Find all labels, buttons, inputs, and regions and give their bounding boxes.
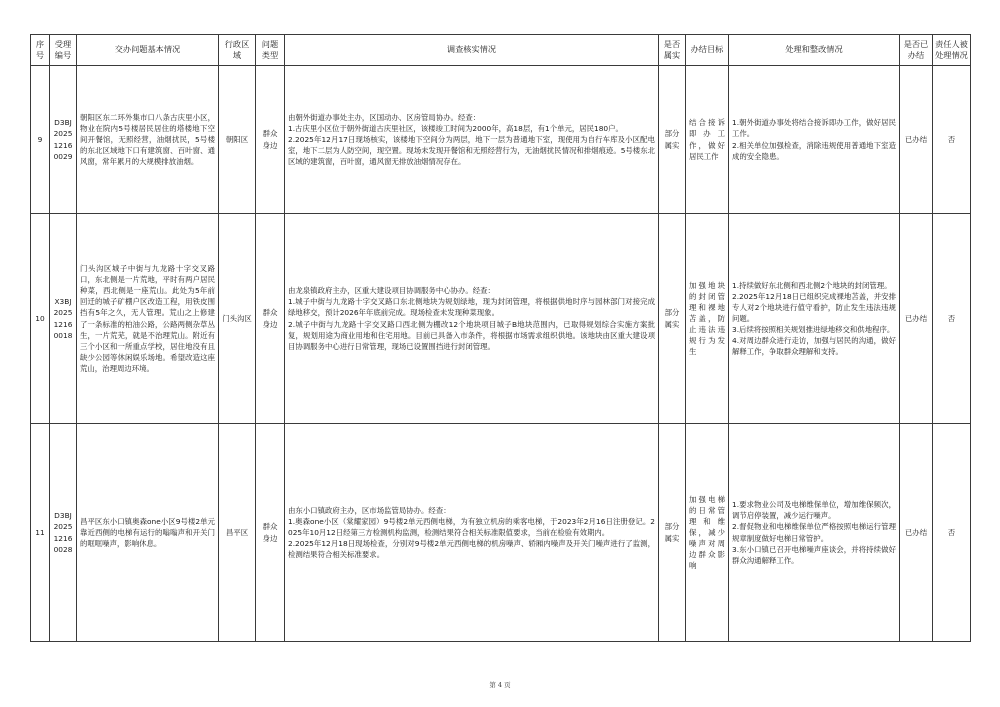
cell-seq: 10 [31, 214, 50, 424]
handling-paragraph: 3.东小口镇已召开电梯噪声座谈会，并将持续做好群众沟通解释工作。 [732, 544, 896, 565]
cell-investigation [285, 66, 659, 214]
cell-handling [729, 66, 900, 214]
cell-district: 朝阳区 [219, 66, 256, 214]
investigation-paragraph: 由东小口镇政府主办，区市场监管局协办。经查： [288, 505, 451, 515]
handling-paragraph: 2.相关单位加强检查，消除违规使用普通地下室造成的安全隐患。 [732, 140, 896, 161]
investigation-paragraph: 2.2025年12月17日现场核实，该楼地下空间分为两层，地下一层为普通地下室，现使用为自行车库及小区配电室，地下二层为人防空间，现空置。现场未发现开餐馆和无照经营行为，无油烟扰民情况和排烟痕迹。5号楼东北区域的建筑窗，百叶窗，通风窗无排放油烟情况存在。 [288, 134, 655, 167]
header-verified: 是否属实 [659, 35, 686, 66]
investigation-paragraph: 由朝外街道办事处主办，区国动办、区房管局协办。经查： [288, 112, 481, 122]
cell-type: 群众身边 [256, 424, 285, 642]
header-investigation: 调查核实情况 [285, 35, 659, 66]
header-type: 问题类型 [256, 35, 285, 66]
cell-code: D3BJ202512160029 [50, 66, 77, 214]
cell-verified: 部分属实 [659, 66, 686, 214]
handling-paragraph: 4.对周边群众进行走访，加强与居民的沟通，做好解释工作，争取群众理解和支持。 [732, 336, 896, 357]
cell-district: 门头沟区 [219, 214, 256, 424]
cell-type: 群众身边 [256, 66, 285, 214]
header-closed: 是否已办结 [900, 35, 933, 66]
cell-investigation [285, 214, 659, 424]
cell-issue: 朝阳区东二环外集市口八条古庆里小区，物业在院内5号楼居民居住的塔楼地下空间开餐馆，无照经营，油烟扰民，5号楼的东北区域地下口有建筑窗、百叶窗、通风窗，常年累月的大规模排放油烟。 [77, 66, 219, 214]
cell-closed: 已办结 [900, 214, 933, 424]
table-row [31, 424, 971, 642]
investigation-paragraph: 由龙泉镇政府主办，区重大建设项目协调服务中心协办。经查： [288, 286, 495, 296]
header-district: 行政区域 [219, 35, 256, 66]
cell-accountable: 否 [933, 424, 971, 642]
cell-closed: 已办结 [900, 424, 933, 642]
cell-investigation [285, 424, 659, 642]
cell-goal: 结合接诉即办工作，做好居民工作 [686, 66, 729, 214]
cell-closed: 已办结 [900, 66, 933, 214]
complaint-table [30, 34, 971, 642]
investigation-paragraph: 1.城子中街与九龙路十字交叉路口东北侧地块为规划绿地，现为封闭管理，将根据供地时序与园林部门对接完成绿地移交，预计2026年年底前完成。现场检查未发现种菜现象。 [288, 297, 655, 318]
cell-verified: 部分属实 [659, 424, 686, 642]
investigation-paragraph: 1.古庆里小区位于朝外街道古庆里社区，该楼竣工时间为2000年，高18层，有1个单元，居民180户。 [288, 123, 623, 133]
investigation-paragraph: 2.城子中街与九龙路十字交叉路口西北侧为棚改12个地块项目城子B地块范围内，已取得规划综合实施方案批复，规划用途为商业用地和住宅用地。目前已具备入市条件，将根据市场需求组织供地。该地块由区重大建设项目协调服务中心进行日常管理，现场已设置围挡进行封闭管理。 [288, 319, 655, 351]
header-code: 受理编号 [50, 35, 77, 66]
table-row [31, 214, 971, 424]
handling-paragraph: 1.持续做好东北侧和西北侧2个地块的封闭管理。 [732, 280, 892, 290]
header-issue: 交办问题基本情况 [77, 35, 219, 66]
cell-handling [729, 424, 900, 642]
handling-paragraph: 3.后续将按照相关规划推进绿地移交和供地程序。 [732, 325, 895, 335]
page-number: 第 4 页 [489, 681, 511, 689]
handling-paragraph: 2.督促物业和电梯维保单位严格按照电梯运行管理规章制度做好电梯日常管护。 [732, 522, 896, 543]
cell-district: 昌平区 [219, 424, 256, 642]
investigation-paragraph: 1.奥森one小区（棠耀家园）9号楼2单元西侧电梯，为有独立机房的乘客电梯，于2023年2月16日注册登记。2025年10月12日经第三方检测机构监测，检测结果符合相关标准限值要求，当前在检验有效期内。 [288, 516, 655, 537]
cell-seq: 11 [31, 424, 50, 642]
cell-handling [729, 214, 900, 424]
cell-type: 群众身边 [256, 214, 285, 424]
cell-seq: 9 [31, 66, 50, 214]
handling-paragraph: 1.朝外街道办事处将结合接诉即办工作，做好居民工作。 [732, 118, 896, 139]
header-handling: 处理和整改情况 [729, 35, 900, 66]
header-seq: 序号 [31, 35, 50, 66]
cell-accountable: 否 [933, 214, 971, 424]
cell-code: D3BJ202512160028 [50, 424, 77, 642]
table-row [31, 66, 971, 214]
cell-code: X3BJ202512160018 [50, 214, 77, 424]
cell-verified: 部分属实 [659, 214, 686, 424]
cell-goal: 加强地块的封闭管理和裸地苫盖，防止违法违规行为发生 [686, 214, 729, 424]
cell-issue: 门头沟区城子中街与九龙路十字交叉路口，东北侧是一片荒地，平时有两户居民种菜，西北侧是一座荒山。此处为5年前回迁的城子矿棚户区改造工程，用铁皮围挡有5年之久，无人管理。荒山之上修建了一条标准的柏油公路，公路两侧杂草丛生，一片荒芜，就是不治理荒山。附近有三个小区和一所重点学校，居住地没有且缺少公园等休闲娱乐场地。希望改造这座荒山，治理周边环境。 [77, 214, 219, 424]
cell-accountable: 否 [933, 66, 971, 214]
header-accountable: 责任人被处理情况 [933, 35, 971, 66]
handling-paragraph: 1.要求物业公司及电梯维保单位，增加维保频次，调节启停装置，减少运行噪声。 [732, 500, 896, 521]
header-goal: 办结目标 [686, 35, 729, 66]
handling-paragraph: 2.2025年12月18日已组织完成裸地苫盖，并安排专人对2个地块进行值守看护，防止发生违法违规问题。 [732, 291, 896, 323]
cell-issue: 昌平区东小口镇奥森one小区9号楼2单元靠近西侧的电梯有运行的嗡嗡声和开关门的哐哐噪声，影响休息。 [77, 424, 219, 642]
table-header-row [31, 35, 971, 66]
investigation-paragraph: 2.2025年12月18日现场检查，分别对9号楼2单元西侧电梯的机房噪声、轿厢内噪声及开关门噪声进行了监测，检测结果符合相关标准要求。 [288, 539, 655, 560]
cell-goal: 加强电梯的日常管理和维保，减少噪声对周边群众影响 [686, 424, 729, 642]
